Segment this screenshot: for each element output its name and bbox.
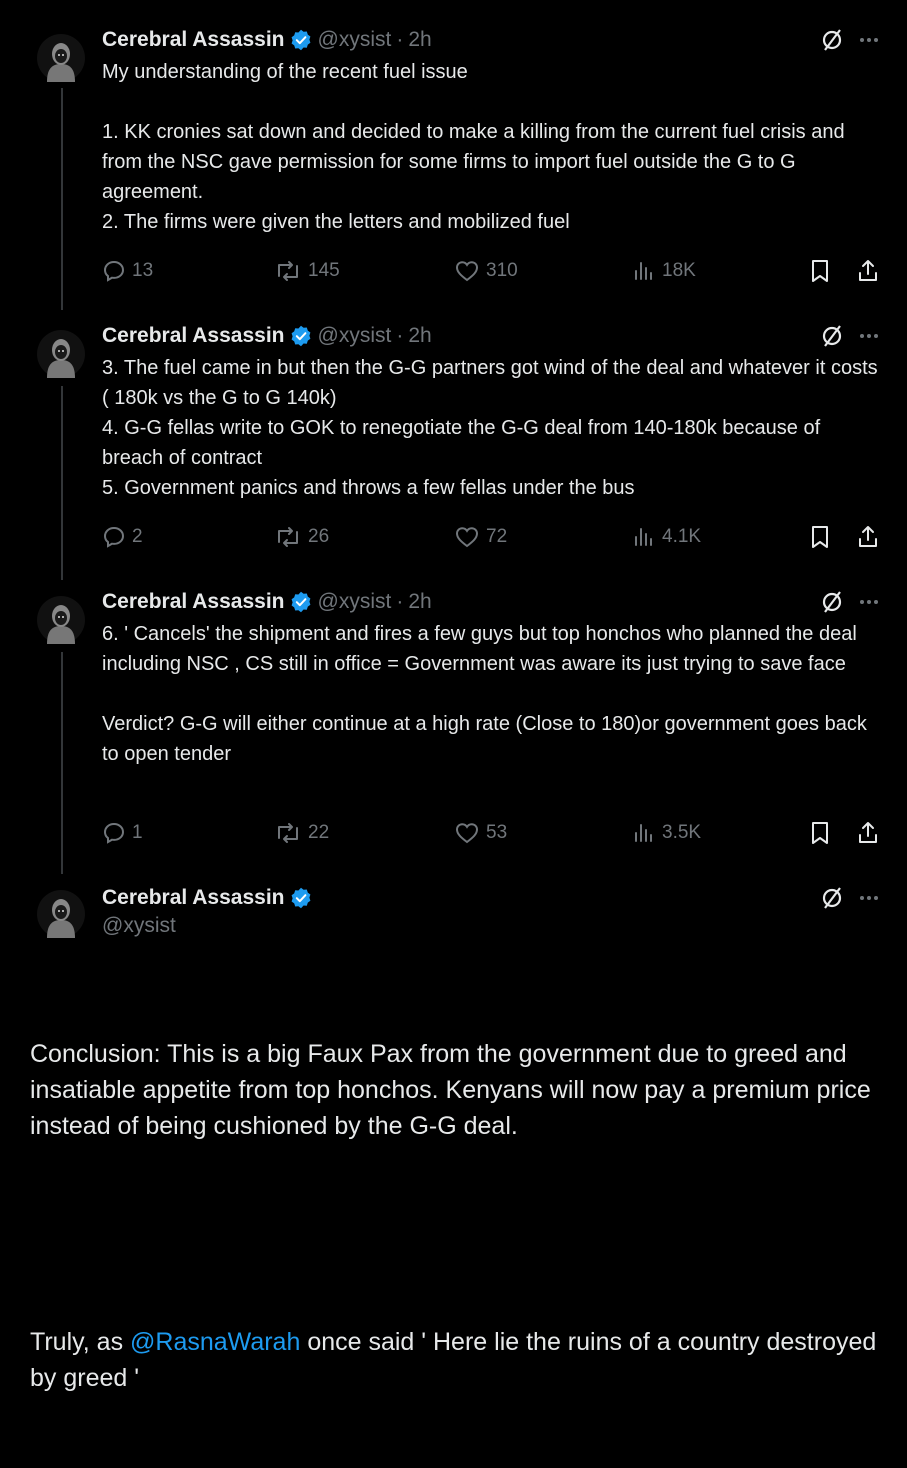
like-count: 53 [486, 822, 508, 843]
grok-icon[interactable] [821, 886, 843, 910]
avatar[interactable] [37, 890, 85, 938]
share-button[interactable] [856, 258, 880, 284]
bookmark-button[interactable] [808, 258, 832, 284]
author-handle[interactable]: @xysist [317, 28, 392, 51]
grok-icon[interactable] [821, 324, 843, 348]
views-button[interactable] [632, 259, 696, 283]
timestamp[interactable]: 2h [408, 590, 432, 613]
author-handle[interactable]: @xysist [317, 590, 392, 613]
more-icon[interactable] [859, 895, 879, 901]
avatar[interactable] [37, 596, 85, 644]
mention-link[interactable]: @RasnaWarah [130, 1328, 301, 1356]
main-tweet[interactable] [0, 876, 907, 1392]
reply-button[interactable] [102, 821, 143, 845]
more-icon[interactable] [859, 333, 879, 339]
bookmark-icon [808, 258, 832, 284]
more-icon[interactable] [859, 599, 879, 605]
tweet-text: 3. The fuel came in but then the G-G partners got wind of the deal and whatever it costs ( 180k vs the G to G 140k) 4. G-G fellas write to GOK to renegotiate the G-G deal from 140-180k because of breach of contract 5. Government panics and throws a few fellas under the bus [102, 357, 878, 499]
views-button[interactable] [632, 821, 701, 845]
quote-suffix: once said ' Here lie the ruins of a country destroyed by greed ' [30, 1328, 884, 1392]
views-icon [632, 259, 656, 283]
repost-icon [274, 259, 302, 283]
reply-icon [102, 259, 126, 283]
verified-badge-icon [290, 325, 312, 347]
reply-button[interactable] [102, 525, 143, 549]
grok-icon[interactable] [821, 590, 843, 614]
reply-button[interactable] [102, 259, 153, 283]
separator-dot: · [396, 590, 404, 613]
author-handle[interactable]: @xysist [317, 324, 392, 347]
like-button[interactable] [454, 525, 507, 549]
like-button[interactable] [454, 821, 507, 845]
timestamp[interactable]: 2h [408, 28, 432, 51]
conclusion-paragraph: Conclusion: This is a big Faux Pax from the government due to greed and insatiable appetite from top honchos. Kenyans will now pay a premium price instead of being cushioned by the G-G deal. [30, 1040, 878, 1140]
tweet-top-actions [821, 590, 879, 614]
main-tweet-text [30, 964, 887, 1468]
separator-dot: · [396, 28, 404, 51]
repost-icon [274, 525, 302, 549]
share-button[interactable] [856, 524, 880, 550]
views-count: 4.1K [662, 526, 702, 547]
views-icon [632, 821, 656, 845]
like-count: 72 [486, 526, 508, 547]
tweet-top-actions [821, 28, 879, 52]
views-count: 18K [662, 260, 696, 281]
tweet-header [102, 323, 879, 349]
share-icon [856, 820, 880, 846]
repost-button[interactable] [274, 259, 340, 283]
bookmark-button[interactable] [808, 524, 832, 550]
views-icon [632, 525, 656, 549]
author-handle[interactable]: @xysist [102, 914, 176, 937]
author-name[interactable]: Cerebral Assassin [102, 886, 285, 909]
tweet-3[interactable] [0, 576, 907, 876]
reply-count: 1 [132, 822, 143, 843]
separator-dot: · [396, 324, 404, 347]
tweet-text: 6. ' Cancels' the shipment and fires a few guys but top honchos who planned the deal including NSC , CS still in office = Government was aware its just trying to save face Verdict? G-G will either continue at a high rate (Close to 180)or government goes back to open tender [102, 623, 867, 765]
action-bar [102, 819, 879, 847]
quote-prefix: Truly, as [30, 1328, 131, 1356]
bookmark-icon [808, 820, 832, 846]
verified-badge-icon [290, 887, 312, 909]
tweet-top-actions [821, 886, 879, 910]
views-button[interactable] [632, 525, 701, 549]
reply-count: 13 [132, 260, 154, 281]
author-name[interactable]: Cerebral Assassin [102, 590, 285, 613]
reply-count: 2 [132, 526, 143, 547]
more-icon[interactable] [859, 37, 879, 43]
views-count: 3.5K [662, 822, 702, 843]
author-name[interactable]: Cerebral Assassin [102, 28, 285, 51]
repost-button[interactable] [274, 525, 329, 549]
action-bar [102, 523, 879, 551]
grok-icon[interactable] [821, 28, 843, 52]
tweet-header [102, 884, 318, 938]
share-icon [856, 258, 880, 284]
author-name[interactable]: Cerebral Assassin [102, 324, 285, 347]
tweet-top-actions [821, 324, 879, 348]
repost-icon [274, 821, 302, 845]
tweet-1[interactable] [0, 0, 907, 310]
like-icon [454, 525, 480, 549]
share-button[interactable] [856, 820, 880, 846]
avatar[interactable] [37, 34, 85, 82]
reply-icon [102, 821, 126, 845]
share-icon [856, 524, 880, 550]
like-icon [454, 821, 480, 845]
repost-count: 22 [308, 822, 330, 843]
bookmark-button[interactable] [808, 820, 832, 846]
repost-count: 26 [308, 526, 330, 547]
verified-badge-icon [290, 29, 312, 51]
bookmark-icon [808, 524, 832, 550]
repost-button[interactable] [274, 821, 329, 845]
tweet-2[interactable] [0, 310, 907, 580]
tweet-text: My understanding of the recent fuel issue 1. KK cronies sat down and decided to make a killing from the current fuel crisis and from the NSC gave permission for some firms to import fuel outside the G to G agreement. 2. The firms were given the letters and mobilized fuel [102, 61, 845, 233]
action-bar [102, 257, 879, 285]
tweet-header [102, 589, 879, 615]
reply-icon [102, 525, 126, 549]
avatar[interactable] [37, 330, 85, 378]
timestamp[interactable]: 2h [408, 324, 432, 347]
quote-paragraph [30, 1324, 887, 1396]
repost-count: 145 [308, 260, 340, 281]
verified-badge-icon [290, 591, 312, 613]
tweet-header [102, 27, 879, 53]
like-icon [454, 259, 480, 283]
like-count: 310 [486, 260, 518, 281]
like-button[interactable] [454, 259, 518, 283]
